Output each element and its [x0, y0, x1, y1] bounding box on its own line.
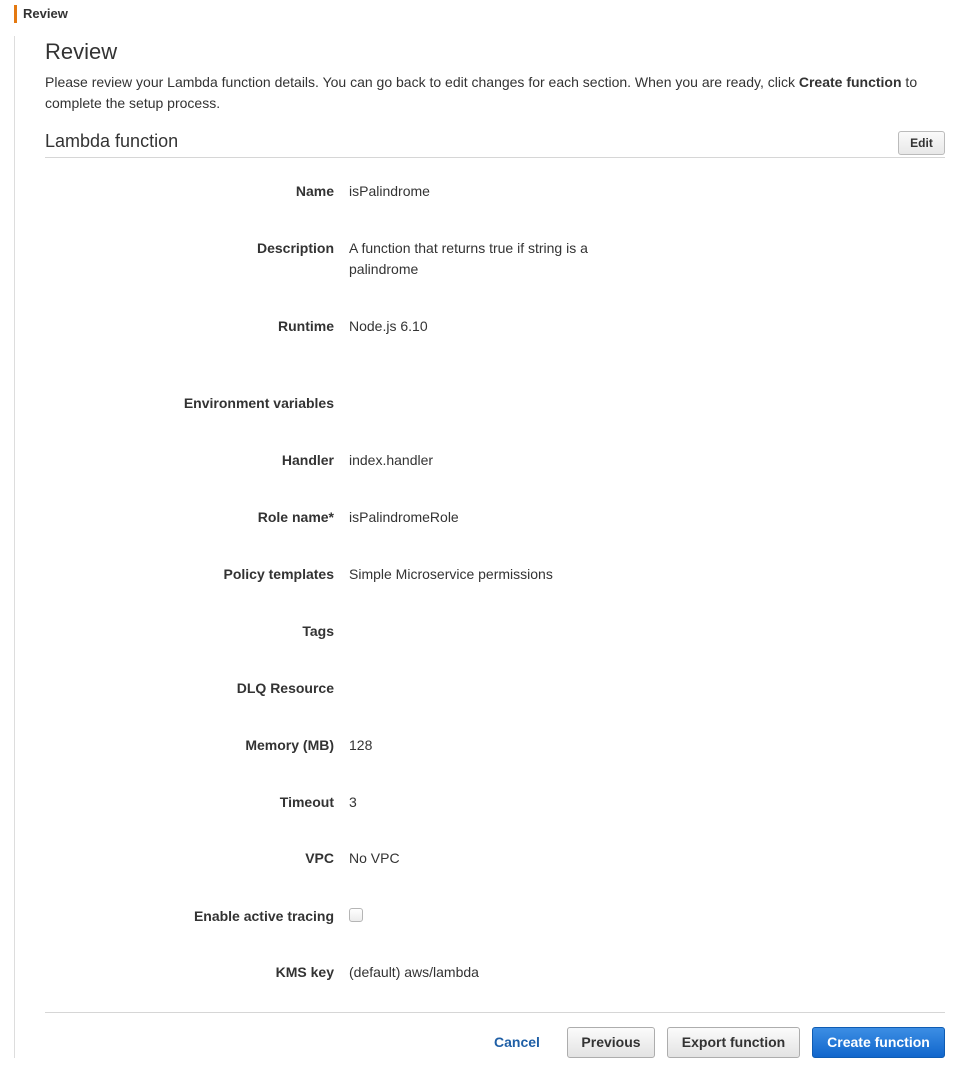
- cancel-button[interactable]: Cancel: [491, 1027, 543, 1058]
- field-value: (default) aws/lambda: [349, 964, 479, 980]
- intro-text-after: to complete the setup process.: [45, 74, 918, 111]
- step-tab-review[interactable]: Review: [14, 5, 68, 23]
- field-label: Policy templates: [223, 566, 334, 582]
- footer-divider: [45, 1012, 945, 1013]
- field-value: index.handler: [349, 452, 434, 468]
- field-label: Memory (MB): [245, 737, 334, 753]
- section-title: Lambda function: [45, 131, 179, 151]
- field-value: 128: [349, 737, 373, 753]
- field-label: Name: [295, 183, 334, 199]
- section-divider: [45, 157, 945, 158]
- field-label: VPC: [305, 850, 334, 866]
- review-instructions: [45, 72, 945, 114]
- export-function-button[interactable]: Export function: [667, 1027, 800, 1058]
- field-label: Timeout: [279, 794, 334, 810]
- active-tracing-checkbox[interactable]: [349, 908, 363, 922]
- field-label: Description: [256, 240, 334, 256]
- field-value: isPalindromeRole: [349, 509, 459, 525]
- create-function-button[interactable]: Create function: [812, 1027, 945, 1058]
- previous-button[interactable]: Previous: [567, 1027, 655, 1058]
- field-value: No VPC: [349, 850, 400, 866]
- field-label: DLQ Resource: [236, 680, 334, 696]
- field-value: A function that returns true if string is a palindrome: [349, 240, 588, 277]
- field-label: KMS key: [275, 964, 334, 980]
- field-label: Enable active tracing: [193, 908, 334, 924]
- page-title: Review: [45, 39, 118, 64]
- field-value: isPalindrome: [349, 183, 430, 199]
- field-value: 3: [349, 794, 357, 810]
- intro-text-before: Please review your Lambda function details. You can go back to edit changes for each section. When you are ready, click: [45, 74, 799, 90]
- field-value: Simple Microservice permissions: [349, 566, 553, 582]
- left-rail-divider: [14, 36, 15, 1058]
- field-label: Handler: [281, 452, 334, 468]
- field-label: Runtime: [278, 318, 334, 334]
- field-value: Node.js 6.10: [349, 318, 428, 334]
- field-label: Environment variables: [183, 395, 334, 411]
- edit-button[interactable]: Edit: [898, 131, 945, 155]
- field-label: Tags: [302, 623, 334, 639]
- field-label: Role name*: [257, 509, 334, 525]
- intro-text-bold: Create function: [798, 74, 902, 90]
